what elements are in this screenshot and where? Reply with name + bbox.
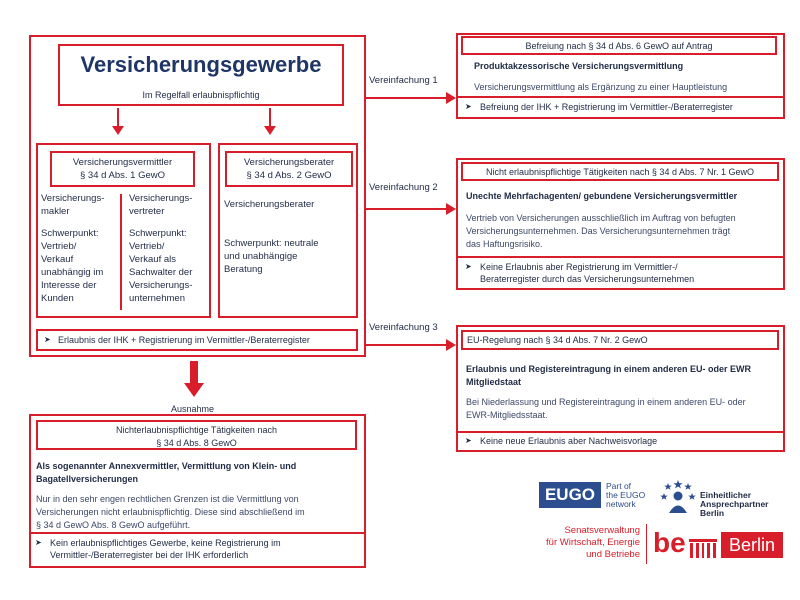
ausnahme-text-l3: § 34 d GewO Abs. 8 GewO aufgeführt. <box>36 520 191 530</box>
v3-bold2: Mitgliedstaat <box>466 377 522 387</box>
vermittler-header-law: § 34 d Abs. 1 GewO <box>79 170 166 181</box>
einheitlicher-1: Ansprechpartner <box>700 499 769 509</box>
eugo-part-2: network <box>606 499 636 509</box>
v2-text-2: das Haftungsrisiko. <box>466 239 543 249</box>
arrow-down-right-head <box>264 126 276 135</box>
v3-text-1: EWR-Mitgliedsstaat. <box>466 410 548 420</box>
makler-sp-0: Schwerpunkt: <box>41 228 99 239</box>
v1-bold: Produktakzessorische Versicherungsvermittlung <box>474 61 684 71</box>
arrow-down-left-head <box>112 126 124 135</box>
page-title: Versicherungsgewerbe <box>80 52 322 77</box>
makler-sp-5: Kunden <box>41 293 74 304</box>
makler-sp-3: unabhängig im <box>41 267 104 278</box>
vereinfachung-3-label: Vereinfachung 3 <box>369 322 438 333</box>
ausnahme-text-l2: Versicherungen nicht erlaubnispflichtig. Diese sind abschließend im <box>36 507 305 517</box>
ausnahme-arrow-head <box>184 383 204 397</box>
ausnahme-footer-l2: Vermittler-/Beraterregister bei der IHK erforderlich <box>50 550 249 560</box>
vertreter-title-l1: Versicherungs- <box>129 193 193 204</box>
v3-header: EU-Regelung nach § 34 d Abs. 7 Nr. 2 GewO <box>467 335 648 345</box>
be-logo: be <box>653 527 686 558</box>
v2-text-1: Versicherungsunternehmen. Das Versicherungsunternehmen trägt <box>466 226 731 236</box>
v2-footer-text-1: Beraterregister durch das Versicherungsunternehmen <box>480 274 695 284</box>
makler-title-l2: makler <box>41 206 70 217</box>
ausnahme-arrow-shaft <box>190 361 198 384</box>
berater-sp-0: Schwerpunkt: neutrale <box>224 238 319 249</box>
vertreter-sp-5: unternehmen <box>129 293 185 304</box>
ausnahme-bold-l2: Bagatellversicherungen <box>36 474 139 484</box>
ausnahme-header-l1: Nichterlaubnispflichtige Tätigkeiten nach <box>116 425 277 435</box>
einheitlicher-2: Berlin <box>700 508 725 518</box>
ausnahme-text-l1: Nur in den sehr engen rechtlichen Grenzen ist die Vermittlung von <box>36 494 299 504</box>
main-footer-bullet: ➤ <box>44 335 51 344</box>
senat-0: Senatsverwaltung <box>564 525 640 536</box>
makler-title-l1: Versicherungs- <box>41 193 105 204</box>
vermittler-header-title: Versicherungsvermittler <box>72 157 173 168</box>
page-subtitle: Im Regelfall erlaubnispflichtig <box>142 90 260 100</box>
v1-header: Befreiung nach § 34 d Abs. 6 GewO auf Antrag <box>525 41 713 51</box>
berater-text: Versicherungsberater <box>224 199 315 210</box>
arrow-down-left <box>117 108 119 128</box>
einheitlicher-ansprechpartner-icon <box>660 479 696 515</box>
arrow-vereinfachung-2 <box>366 208 448 210</box>
senat-divider <box>646 524 647 564</box>
v2-header: Nicht erlaubnispflichtige Tätigkeiten nach § 34 d Abs. 7 Nr. 1 GewO <box>486 167 754 177</box>
v1-footer-text: Befreiung der IHK + Registrierung im Vermittler-/Beraterregister <box>480 102 733 112</box>
arrow-vereinfachung-1 <box>366 97 448 99</box>
vertreter-sp-4: Versicherungs- <box>129 280 193 291</box>
arrow-vereinfachung-2-head <box>446 203 456 215</box>
vertreter-title-l2: vertreter <box>129 206 165 217</box>
v1-footer-bullet: ➤ <box>465 102 472 111</box>
senat-2: und Betriebe <box>586 549 640 560</box>
berlin-logo-text: Berlin <box>728 535 776 555</box>
berater-header-law: § 34 d Abs. 2 GewO <box>246 170 332 181</box>
v2-footer-text-0: Keine Erlaubnis aber Registrierung im Vermittler-/ <box>480 262 678 272</box>
v3-bold: Erlaubnis und Registereintragung in einem anderen EU- oder EWR <box>466 364 752 374</box>
ausnahme-bold-l1: Als sogenannter Annexvermittler, Vermittlung von Klein- und <box>36 461 297 471</box>
makler-sp-4: Interesse der <box>41 280 97 291</box>
eugo-logo-text: EUGO <box>544 485 596 504</box>
v1-text-0: Versicherungsvermittlung als Ergänzung zu einer Hauptleistung <box>474 82 728 92</box>
einheitlicher-0: Einheitlicher <box>700 490 752 500</box>
vertreter-sp-1: Vertrieb/ <box>129 241 165 252</box>
vertreter-sp-0: Schwerpunkt: <box>129 228 187 239</box>
berater-sp-1: und unabhängige <box>224 251 298 262</box>
makler-sp-1: Vertrieb/ <box>41 241 77 252</box>
v2-text-0: Vertrieb von Versicherungen ausschließlich im Auftrag von befugten <box>466 213 736 223</box>
vermittler-divider <box>120 194 122 310</box>
v3-footer-bullet: ➤ <box>465 436 472 445</box>
ausnahme-footer-bullet: ➤ <box>35 538 42 547</box>
v2-bold: Unechte Mehrfachagenten/ gebundene Versicherungsvermittler <box>466 191 738 201</box>
berater-sp-2: Beratung <box>224 264 263 275</box>
ausnahme-footer-l1: Kein erlaubnispflichtiges Gewerbe, keine Registrierung im <box>50 538 281 548</box>
berater-header-title: Versicherungsberater <box>243 157 335 168</box>
arrow-down-right <box>269 108 271 128</box>
senat-1: für Wirtschaft, Energie <box>546 537 640 548</box>
v3-footer-text: Keine neue Erlaubnis aber Nachweisvorlage <box>480 436 658 446</box>
vertreter-sp-2: Verkauf als <box>129 254 176 265</box>
vereinfachung-1-label: Vereinfachung 1 <box>369 75 438 86</box>
v2-footer-bullet: ➤ <box>465 262 472 271</box>
makler-sp-2: Verkauf <box>41 254 74 265</box>
eugo-part-1: the EUGO <box>606 490 646 500</box>
arrow-vereinfachung-3-head <box>446 339 456 351</box>
vertreter-sp-3: Sachwalter der <box>129 267 193 278</box>
eugo-part-0: Part of <box>606 481 632 491</box>
vereinfachung-2-label: Vereinfachung 2 <box>369 182 438 193</box>
arrow-vereinfachung-3 <box>366 344 448 346</box>
ausnahme-label: Ausnahme <box>171 404 215 414</box>
v3-text-0: Bei Niederlassung und Registereintragung in einem anderen EU- oder <box>466 397 746 407</box>
ausnahme-header-l2: § 34 d Abs. 8 GewO <box>156 438 237 448</box>
arrow-vereinfachung-1-head <box>446 92 456 104</box>
main-footer-text: Erlaubnis der IHK + Registrierung im Vermittler-/Beraterregister <box>58 335 310 345</box>
brandenburger-tor-icon <box>689 537 717 559</box>
